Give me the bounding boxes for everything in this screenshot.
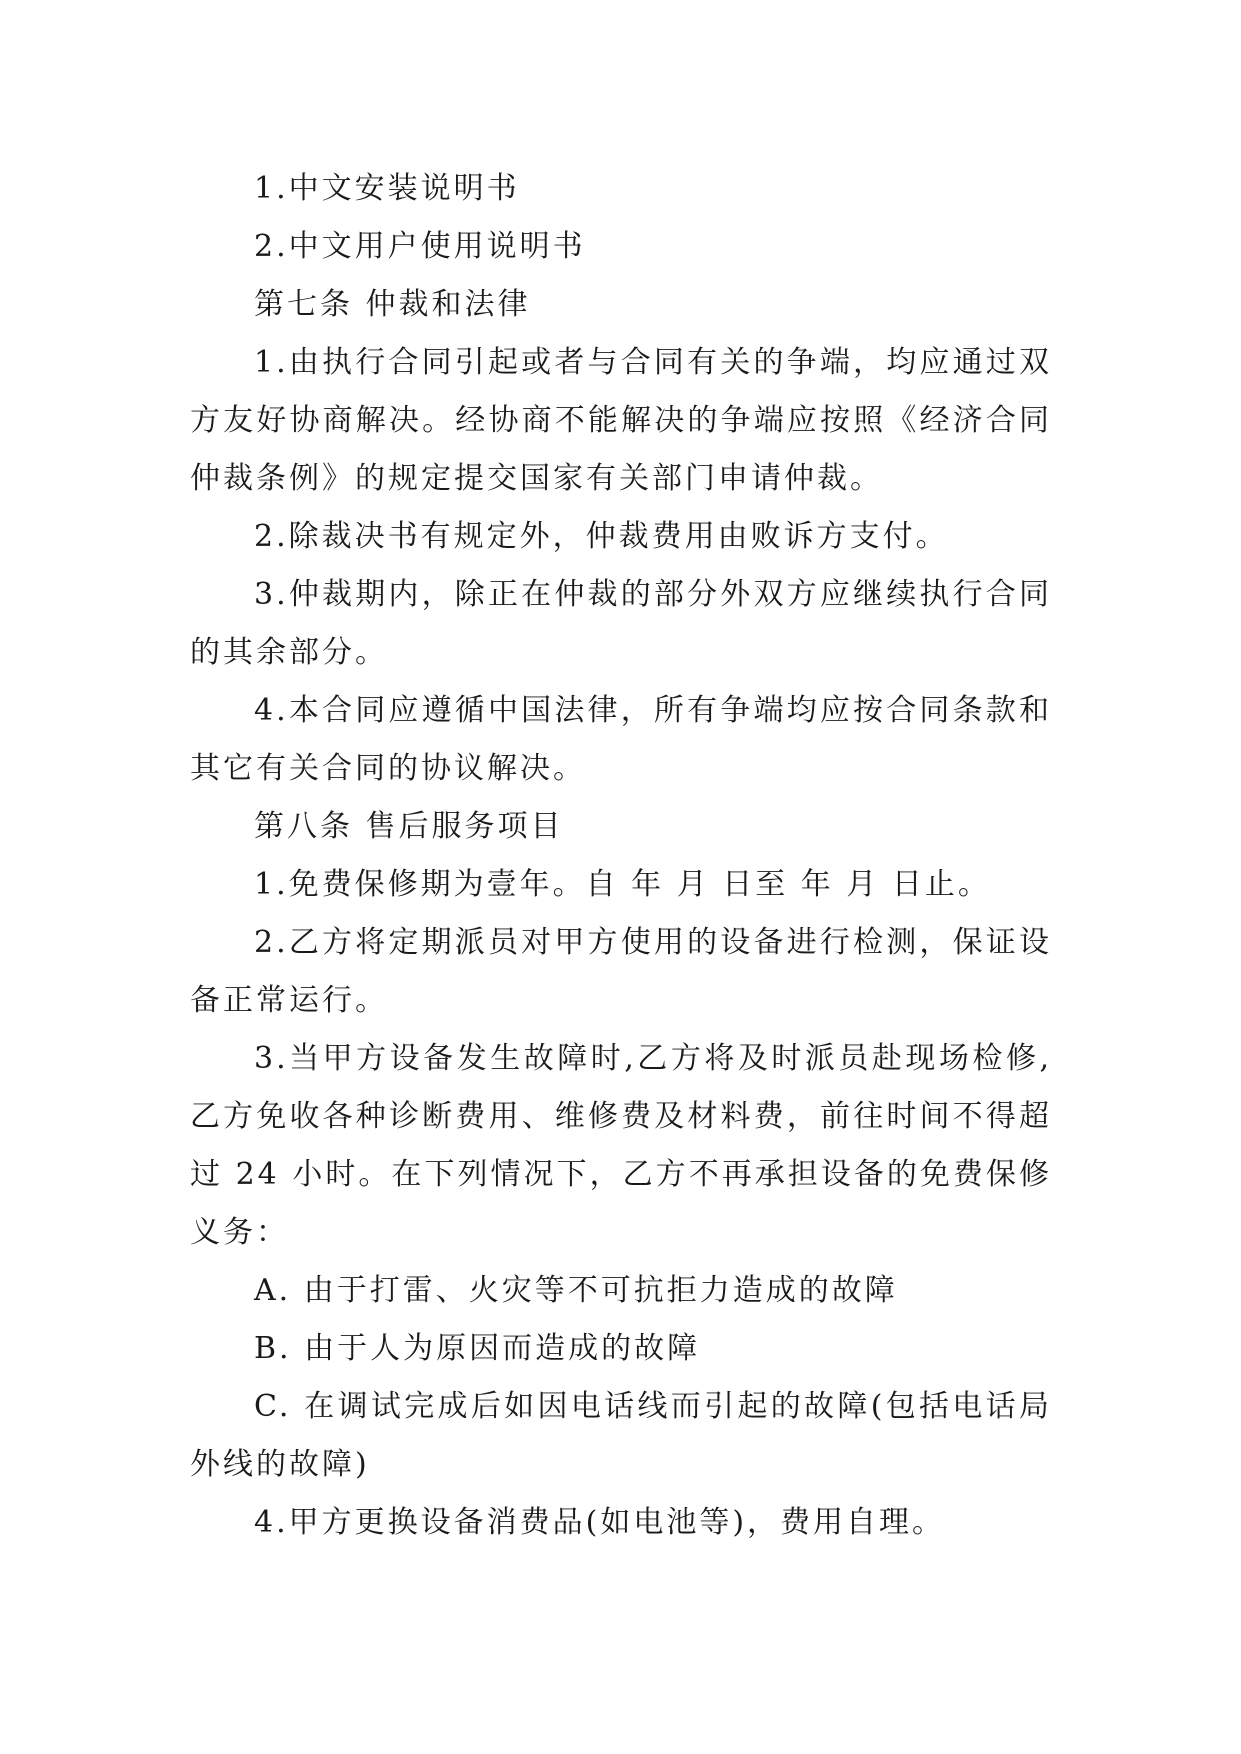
clause-arbitration-4: 4.本合同应遵循中国法律，所有争端均应按合同条款和其它有关合同的协议解决。 <box>190 693 1052 786</box>
clause-arbitration-1: 1.由执行合同引起或者与合同有关的争端，均应通过双方友好协商解决。经协商不能解决的争端应按照《经济合同仲裁条例》的规定提交国家有关部门申请仲裁。 <box>190 345 1052 496</box>
section-heading-arbitration: 第七条 仲裁和法律 <box>254 287 531 322</box>
section-heading-after-sales: 第八条 售后服务项目 <box>254 809 564 844</box>
list-item-install-manual: 1.中文安装说明书 <box>254 171 520 206</box>
exclusion-item-b: B. 由于人为原因而造成的故障 <box>254 1331 701 1366</box>
list-item-user-manual: 2.中文用户使用说明书 <box>254 229 586 264</box>
exclusion-item-a: A. 由于打雷、火灾等不可抗拒力造成的故障 <box>254 1273 898 1308</box>
clause-arbitration-2: 2.除裁决书有规定外，仲裁费用由败诉方支付。 <box>254 519 949 554</box>
clause-after-sales-1: 1.免费保修期为壹年。自 年 月 日至 年 月 日止。 <box>254 867 991 902</box>
document-body <box>190 160 1052 1552</box>
exclusion-item-c: C. 在调试完成后如因电话线而引起的故障(包括电话局外线的故障) <box>190 1389 1052 1482</box>
clause-after-sales-3: 3.当甲方设备发生故障时,乙方将及时派员赴现场检修,乙方免收各种诊断费用、维修费及材料费，前往时间不得超过 24 小时。在下列情况下，乙方不再承担设备的免费保修义务： <box>190 1041 1052 1250</box>
clause-after-sales-4: 4.甲方更换设备消费品(如电池等)，费用自理。 <box>254 1505 946 1540</box>
clause-arbitration-3: 3.仲裁期内，除正在仲裁的部分外双方应继续执行合同的其余部分。 <box>190 577 1052 670</box>
clause-after-sales-2: 2.乙方将定期派员对甲方使用的设备进行检测，保证设备正常运行。 <box>190 925 1052 1018</box>
